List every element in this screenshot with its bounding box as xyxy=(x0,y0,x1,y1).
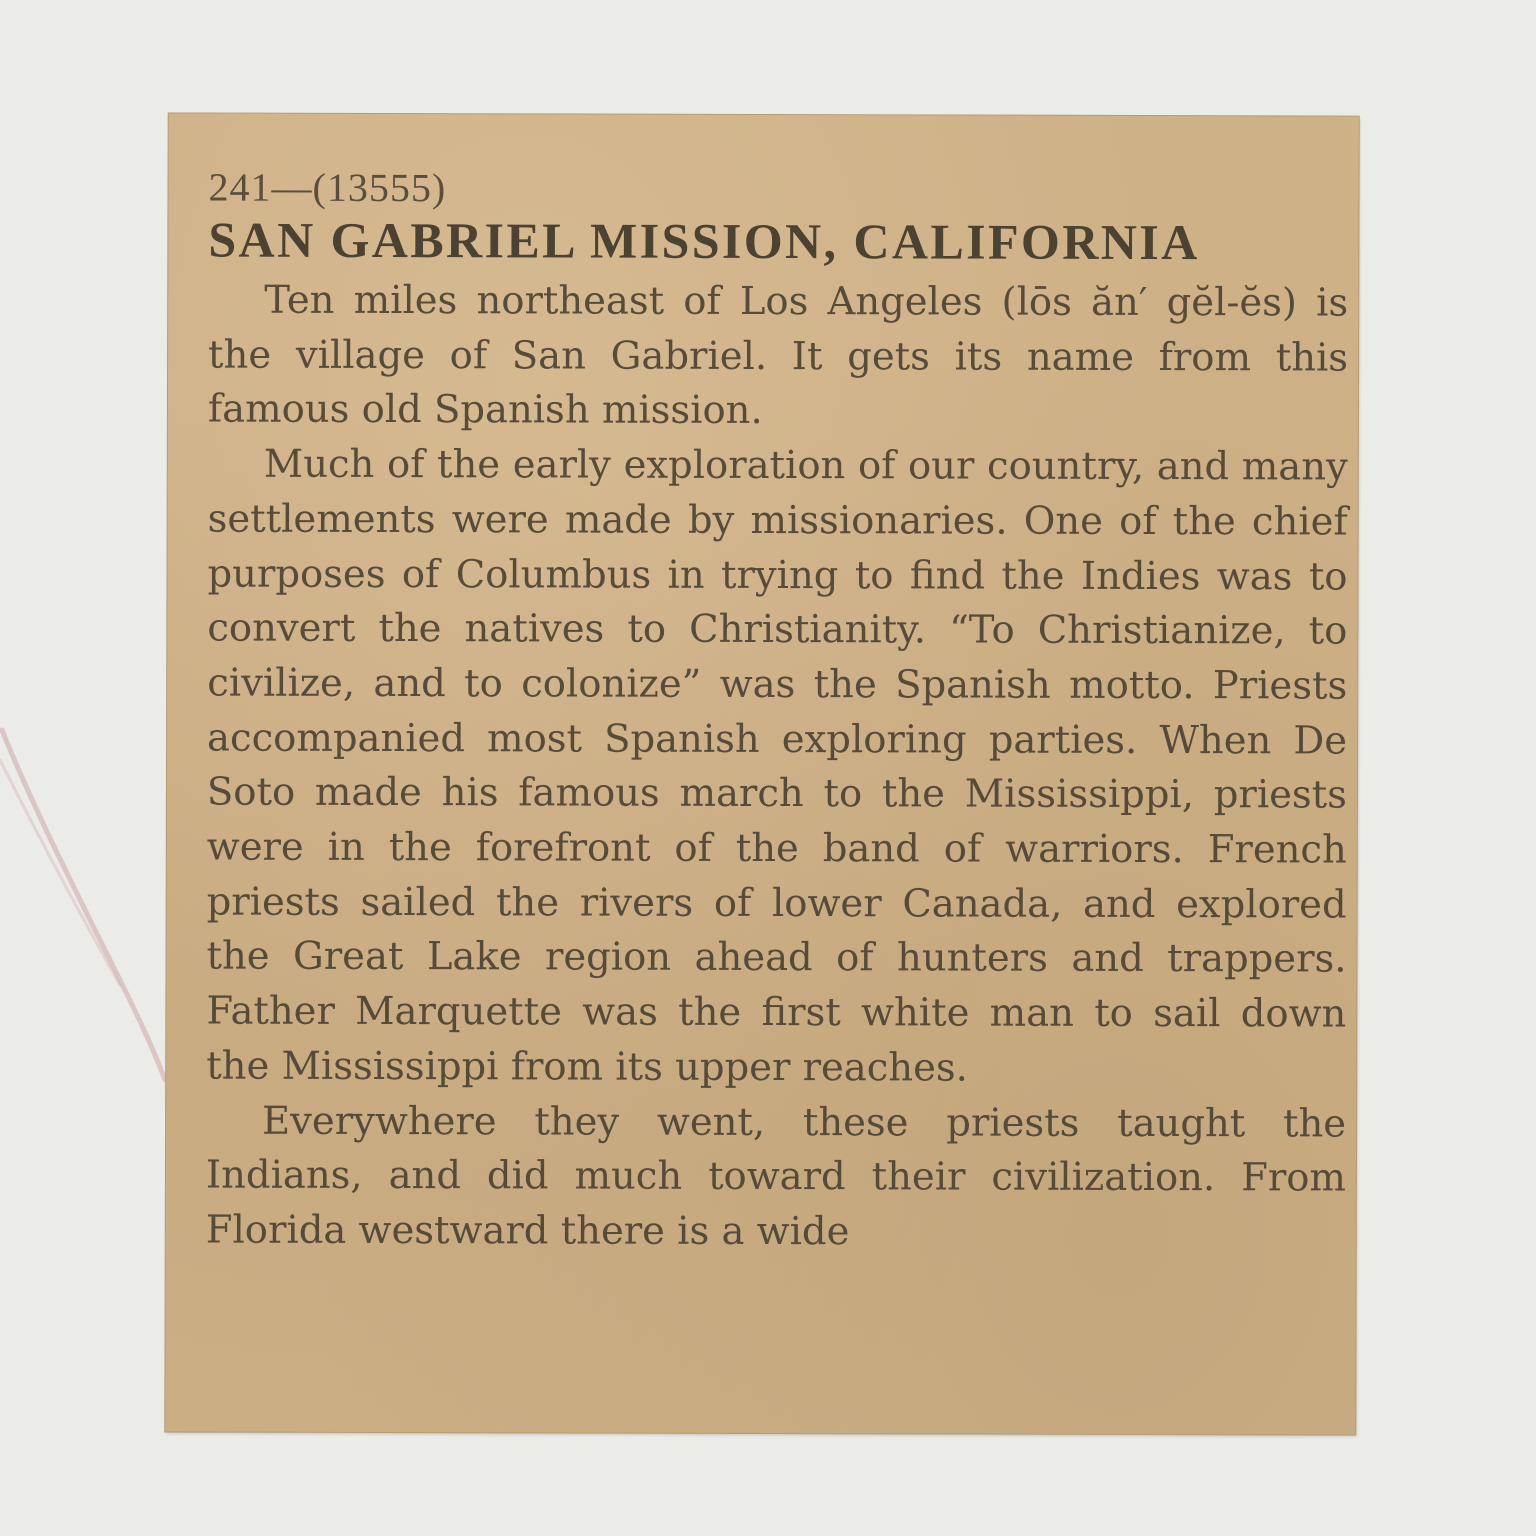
paragraph-2: Much of the early exploration of our country, and many settlements were made by missionaries. One of the chief purposes of Columbus in trying to find the Indies was to convert the natives to Christianity. “To Christianize, to civilize, and to colonize” was the Spanish motto. Priests accompanied most Spanish exploring parties. When De Soto made his famous march to the Mississippi, priests were in the forefront of the band of warriors. French priests sailed the rivers of lower Canada, and explored the Great Lake region ahead of hunters and trappers. Father Marquette was the first white man to sail down the Mississippi from its upper reaches. xyxy=(206,441,1348,1091)
card-text-block xyxy=(206,166,1349,1262)
paragraph-3: Everywhere they went, these priests taught the Indians, and did much toward their civilization. From Florida westward there is a wide xyxy=(205,1098,1347,1255)
paragraph-1: Ten miles northeast of Los Angeles (lōs ăn′ gĕl-ĕs) is the village of San Gabriel. It gets its name from this famous old Spanish mission. xyxy=(207,277,1349,434)
card-body xyxy=(206,274,1349,1262)
card-number: 241—(13555) xyxy=(208,164,447,211)
card-title: SAN GABRIEL MISSION, CALIFORNIA xyxy=(208,211,1200,271)
stereoview-card xyxy=(165,113,1358,1434)
